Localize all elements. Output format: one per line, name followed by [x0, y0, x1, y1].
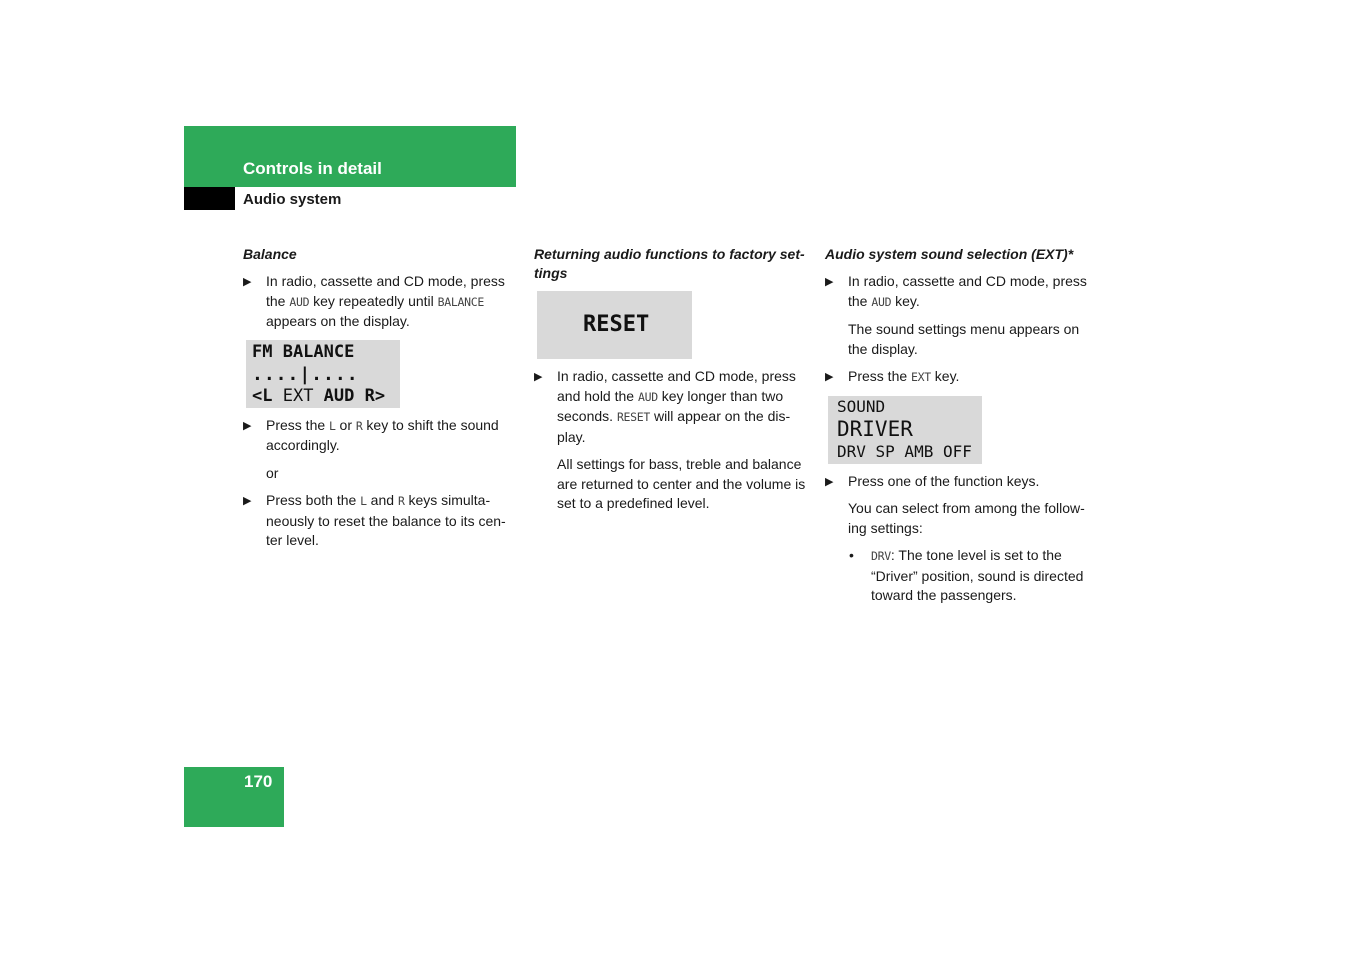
balance-display — [246, 340, 400, 408]
step-arrow-icon: ▶ — [534, 371, 543, 383]
step-arrow-icon: ▶ — [825, 475, 834, 488]
reset-note: All settings for bass, treble and balance are returned to center and the volume is set to a predefined level. — [557, 456, 806, 511]
aud-key-label: AUD — [871, 294, 892, 309]
l-key-label: L — [360, 494, 367, 508]
display-line-2: DRIVER — [837, 416, 913, 441]
drv-setting-item: • DRV: The tone level is set to the “Driver” position, sound is directed toward the passengers. — [849, 547, 1084, 603]
step-arrow-icon: ▶ — [825, 371, 834, 383]
sound-note-2: You can select from among the follow-ing settings: — [848, 500, 1085, 536]
factory-reset-column — [534, 245, 809, 522]
balance-step-3: ▶ Press both the L and R keys simulta-neously to reset the balance to its cen-ter level. — [243, 492, 506, 548]
balance-heading: Balance — [243, 246, 297, 262]
subsection-marker — [184, 187, 235, 210]
reset-display-label: RESET — [616, 410, 651, 424]
display-line-1: RESET — [583, 312, 650, 337]
bullet-icon: • — [849, 547, 854, 563]
subsection-title: Audio system — [243, 191, 342, 208]
factory-reset-heading: Returning audio functions to factory set-tings — [534, 246, 805, 281]
reset-step-1: ▶ In radio, cassette and CD mode, press and hold the AUD key longer than two seconds. RESET will appear on the dis-play. — [534, 368, 796, 445]
ext-key-label: EXT — [911, 370, 931, 384]
display-line-3: <L EXT AUD R> — [252, 385, 386, 406]
display-line-2: ....|.... — [252, 363, 359, 385]
display-line-1: SOUND — [837, 396, 886, 416]
balance-step-1: ▶ In radio, cassette and CD mode, press the AUD key repeatedly until BALANCE appears on the display. — [243, 273, 505, 329]
sound-selection-heading: Audio system sound selection (EXT)* — [825, 246, 1074, 262]
aud-key-label: AUD — [289, 294, 310, 309]
step-arrow-icon: ▶ — [825, 276, 834, 288]
balance-step-2: ▶ Press the L or R key to shift the sound accordingly. — [243, 416, 499, 453]
sound-selection-column — [825, 245, 1100, 606]
sound-note-1: The sound settings menu appears on the display. — [848, 321, 1080, 357]
sound-display — [828, 396, 982, 464]
page-number: 170 — [244, 772, 273, 791]
r-key-label: R — [355, 418, 363, 433]
sound-step-2: ▶ Press the EXT key. — [825, 367, 1100, 388]
display-line-3: DRV SP AMB OFF — [837, 441, 972, 461]
balance-column — [243, 245, 518, 559]
step-arrow-icon: ▶ — [243, 495, 252, 507]
aud-key-label: AUD — [637, 389, 658, 404]
section-title: Controls in detail — [243, 159, 382, 178]
reset-display — [537, 291, 692, 359]
step-arrow-icon: ▶ — [243, 419, 252, 432]
drv-key-label: DRV — [871, 549, 891, 563]
balance-display-label: BALANCE — [437, 294, 485, 309]
sound-step-3: ▶ Press one of the function keys. — [825, 472, 1100, 492]
r-key-label: R — [397, 494, 405, 508]
or-text: or — [266, 464, 279, 481]
display-line-1: FM BALANCE — [252, 341, 355, 362]
sound-step-1: ▶ In radio, cassette and CD mode, press the AUD key. — [825, 273, 1087, 309]
l-key-label: L — [329, 418, 336, 433]
step-arrow-icon: ▶ — [243, 276, 252, 288]
